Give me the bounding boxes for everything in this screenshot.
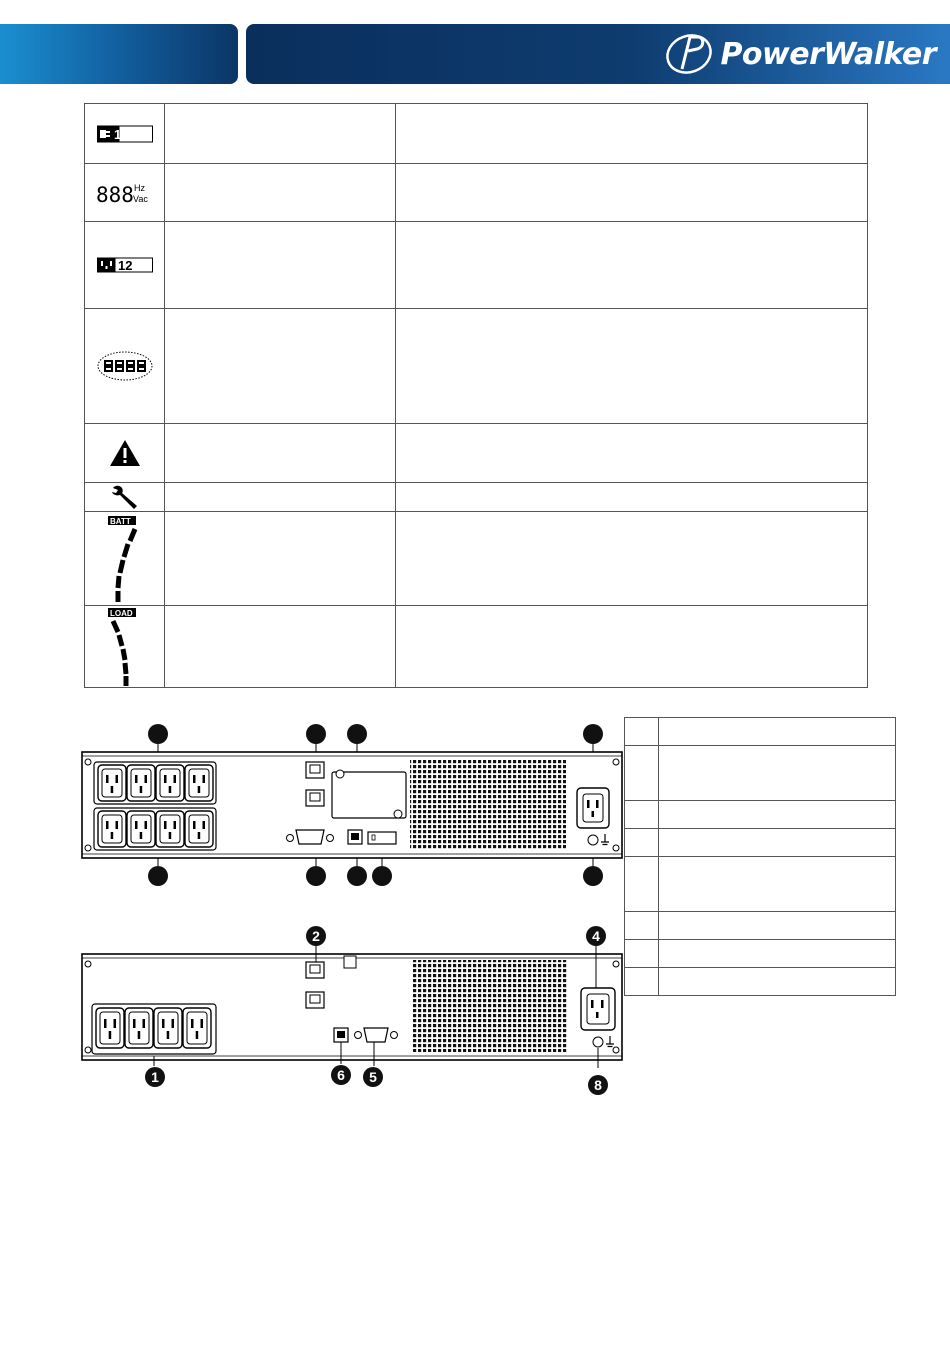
lcd-dot-matrix-icon [96, 350, 154, 382]
table-row [625, 829, 896, 857]
ground-screw-icon [588, 835, 598, 845]
brand-logo [664, 29, 936, 79]
table-row [85, 164, 868, 222]
callout-5: 5 [363, 1067, 383, 1087]
brand-name: PowerWalker [720, 36, 936, 72]
table-row [625, 940, 896, 968]
callout-4: 4 [586, 926, 606, 946]
powerwalker-emblem-icon [664, 31, 714, 77]
table-row [625, 912, 896, 940]
table-row [625, 746, 896, 801]
callout-2: 2 [306, 926, 326, 946]
header-right-bar [246, 24, 950, 84]
output-outlet-icon [97, 257, 153, 273]
table-row [85, 104, 868, 164]
table-row [625, 968, 896, 996]
battery-level-bar-icon [108, 516, 142, 602]
table-row [85, 483, 868, 512]
warning-icon [109, 439, 141, 467]
svg-text:1: 1 [113, 126, 121, 142]
callout-6: 6 [331, 1065, 351, 1085]
table-row [625, 718, 896, 746]
seven-segment-readout-icon [96, 180, 154, 206]
svg-text:888: 888 [95, 182, 134, 206]
lcd-symbol-table [84, 103, 868, 688]
callout-8: 8 [588, 1075, 608, 1095]
rear-panel-diagram-2u [78, 720, 623, 890]
ventilation-grille [410, 760, 566, 850]
ground-screw-icon [593, 1037, 603, 1047]
table-row [85, 512, 868, 606]
svg-text:Vac: Vac [132, 193, 148, 204]
header-left-bar [0, 24, 238, 84]
rear-panel-legend-table [624, 717, 896, 996]
input-source-icon [97, 125, 153, 143]
svg-text:12: 12 [117, 258, 132, 273]
page-header [0, 24, 950, 84]
svg-text:Hz: Hz [133, 182, 145, 193]
table-row [85, 309, 868, 424]
table-row [625, 857, 896, 912]
table-row [85, 606, 868, 688]
callout-1: 1 [145, 1067, 165, 1087]
table-row [625, 801, 896, 829]
ventilation-grille [412, 960, 568, 1052]
load-level-bar-icon [108, 608, 142, 686]
wrench-icon [110, 484, 140, 510]
svg-text:LOAD: LOAD [109, 608, 133, 618]
table-row [85, 424, 868, 483]
table-row [85, 222, 868, 309]
svg-text:BATT: BATT [109, 516, 131, 526]
